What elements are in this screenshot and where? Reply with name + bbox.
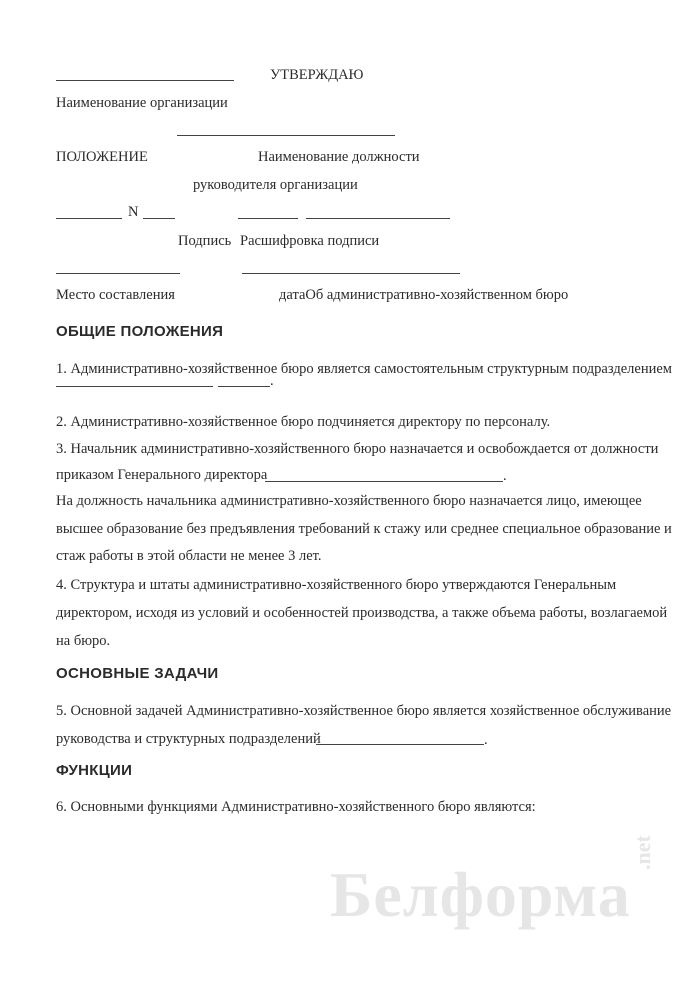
para-5-tail: . (484, 732, 488, 748)
para-3-line1: 3. Начальник административно-хозяйственного бюро назначается и освобождается от должности (56, 441, 659, 457)
para-1-blank-a (56, 386, 213, 387)
para-3-tail: . (503, 468, 507, 484)
para-3b-line2: высшее образование без предъявления требований к стажу или среднее специальное образование и (56, 521, 672, 537)
place-line (56, 273, 180, 274)
place-label: Место составления (56, 287, 175, 303)
date-line (242, 273, 460, 274)
para-2: 2. Административно-хозяйственное бюро подчиняется директору по персоналу. (56, 414, 551, 430)
para-5-blank (316, 744, 484, 745)
signature-decode-label: Расшифровка подписи (240, 233, 380, 249)
brand-watermark-suffix: .net (630, 835, 655, 870)
position-blank-line (177, 135, 395, 136)
para-4-line1: 4. Структура и штаты административно-хозяйственного бюро утверждаются Генеральным (56, 577, 617, 593)
section-general-title: ОБЩИЕ ПОЛОЖЕНИЯ (56, 323, 224, 340)
org-name-label: Наименование организации (56, 95, 228, 111)
para-3-line2: приказом Генерального директора (56, 467, 268, 483)
para-1-blank-b (218, 386, 270, 387)
section-tasks-title: ОСНОВНЫЕ ЗАДАЧИ (56, 665, 219, 682)
brand-watermark: Белформа (330, 859, 631, 930)
para-3b-line1: На должность начальника административно-хозяйственного бюро назначается лицо, имеющее (56, 493, 642, 509)
org-blank-line (56, 80, 234, 81)
reg-number-line-b (143, 218, 175, 219)
position-title-line1: Наименование должности (258, 149, 420, 165)
signature-decode-line (306, 218, 450, 219)
para-5-line1: 5. Основной задачей Административно-хозяйственное бюро является хозяйственное обслуживание (56, 703, 672, 719)
para-4-line2: директором, исходя из условий и особенностей производства, а также объема работы, возлагаемой (56, 605, 668, 621)
signature-label: Подпись (178, 233, 232, 249)
para-1-tail: . (270, 373, 274, 389)
date-subject-label: датаОб административно-хозяйственном бюро (279, 287, 569, 303)
para-5-line2: руководства и структурных подразделений (56, 731, 321, 747)
signature-line (238, 218, 298, 219)
para-6: 6. Основными функциями Административно-хозяйственного бюро являются: (56, 799, 536, 815)
para-3b-line3: стаж работы в этой области не менее 3 лет. (56, 548, 322, 564)
doc-type-label: ПОЛОЖЕНИЕ (56, 149, 148, 165)
reg-number-line-a (56, 218, 122, 219)
section-functions-title: ФУНКЦИИ (56, 762, 133, 779)
approve-label: УТВЕРЖДАЮ (270, 67, 364, 83)
position-title-line2: руководителя организации (193, 177, 358, 193)
para-1: 1. Административно-хозяйственное бюро является самостоятельным структурным подразделением (56, 361, 672, 377)
para-4-line3: на бюро. (56, 633, 111, 649)
number-sign: N (128, 204, 139, 220)
para-3-blank (265, 481, 503, 482)
